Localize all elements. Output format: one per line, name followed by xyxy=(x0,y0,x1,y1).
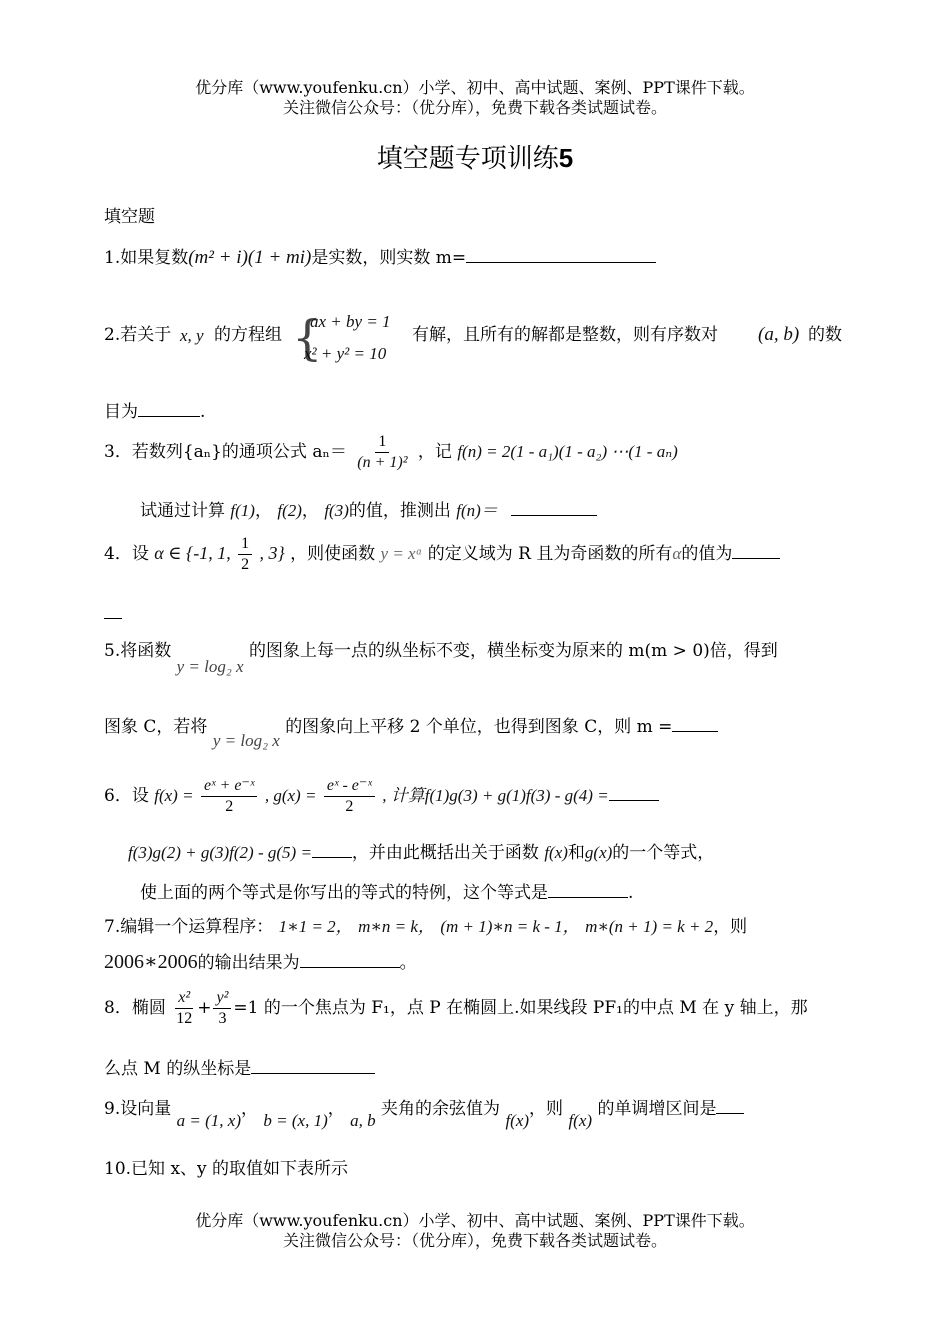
answer-blank[interactable] xyxy=(466,246,656,263)
question-5: 5.将函数 y = log₂ x 的图象上每一点的纵坐标不变，横坐标变为原来的 m(m > 0)倍，得到 xyxy=(104,641,778,676)
question-3-line-2: 试通过计算 f(1)， f(2)， f(3)的值，推测出 f(n)＝ xyxy=(140,496,597,521)
question-6: 6．设 f(x) = $\frac{\text{eˣ + e⁻ˣ}}{2}$ , g(x) = $\frac{\text{eˣ - e⁻ˣ}}{2}$ , 计算f(1)g(3) + g(1)f(3) - g(4) = xyxy=(104,776,659,817)
question-6-line-3: 使上面的两个等式是你写出的等式的特例，这个等式是 . xyxy=(140,883,634,903)
question-2-line-2: 目为 . xyxy=(104,402,206,422)
fraction: $\frac{\text{x²}}{12}$ xyxy=(176,989,193,1027)
question-6-line-2: f(3)g(2) + g(3)f(2) - g(5) = ，并由此概括出关于函数 f(x)和g(x)的一个等式， xyxy=(128,843,715,863)
question-3: 3．若数列{aₙ}的通项公式 aₙ＝ $\frac{1}{\text{(n + 1)²}}$ ，记 f(n) = 2(1 - a₁)(1 - a₂) ⋯(1 - aₙ) xyxy=(104,433,678,471)
fraction: $\frac{\text{y²}}{3}$ xyxy=(213,988,231,1029)
header-line-2: 关注微信公众号：（优分库），免费下载各类试题试卷。 xyxy=(282,98,667,117)
site-header xyxy=(0,78,950,118)
answer-blank[interactable] xyxy=(548,881,628,898)
question-10: 10.已知 x、y 的取值如下表所示 xyxy=(104,1159,349,1179)
section-heading: 填空题 xyxy=(104,207,155,227)
question-4: 4．设 α ∈ {-1, 1, $\frac{1}{2}$ , 3} ，则使函数 y = xᵅ 的定义域为 R 且为奇函数的所有α的值为 xyxy=(104,534,780,575)
answer-blank[interactable] xyxy=(138,400,200,417)
answer-blank[interactable] xyxy=(104,608,122,619)
fraction: $\frac{1}{2}$ xyxy=(238,534,252,575)
footer-line-1: 优分库（www.youfenku.cn）小学、初中、高中试题、案例、PPT课件下载。 xyxy=(195,1211,755,1230)
answer-blank[interactable] xyxy=(312,841,352,858)
fraction: $\frac{1}{\text{(n + 1)²}}$ xyxy=(357,433,408,471)
page-title: 填空题专项训练5 xyxy=(376,143,574,174)
question-8-line-2: 么点 M 的纵坐标是 xyxy=(104,1054,375,1079)
question-8: 8．椭圆 $\frac{\text{x²}}{12}$ + $\frac{\text{y²}}{3}$ =1 的一个焦点为 F₁，点 P 在椭圆上.如果线段 PF₁的中点 M 在 y 轴上，那 xyxy=(104,989,808,1027)
header-line-1: 优分库（www.youfenku.cn）小学、初中、高中试题、案例、PPT课件下载。 xyxy=(195,78,755,97)
answer-blank[interactable] xyxy=(732,542,780,559)
question-9: 9.设向量 a = (1, x)， b = (x, 1)， a, b 夹角的余弦值为 f(x)，则 f(x) 的单调增区间是 xyxy=(104,1094,744,1134)
site-footer xyxy=(0,1211,950,1251)
question-5-line-2: 图象 C，若将 y = log₂ x 的图象向上平移 2 个单位，也得到图象 C，则 m = xyxy=(104,712,718,752)
answer-blank[interactable] xyxy=(609,784,659,801)
question-1: 1.如果复数(m² + i)(1 + mi)是实数，则实数 m= xyxy=(104,243,656,269)
question-7-line-2: 2006∗2006的输出结果为 。 xyxy=(104,951,417,973)
question-4-line-2 xyxy=(104,604,122,624)
brace-icon: { xyxy=(292,310,323,366)
question-7: 7.编辑一个运算程序： 1∗1 = 2， m∗n = k， (m + 1)∗n = k - 1， m∗(n + 1) = k + 2，则 xyxy=(104,917,748,937)
answer-blank[interactable] xyxy=(716,1097,744,1114)
answer-blank[interactable] xyxy=(300,951,400,968)
fraction: $\frac{\text{eˣ + e⁻ˣ}}{2}$ xyxy=(201,776,257,817)
answer-blank[interactable] xyxy=(511,499,597,516)
footer-line-2: 关注微信公众号：（优分库），免费下载各类试题试卷。 xyxy=(282,1231,667,1250)
answer-blank[interactable] xyxy=(672,715,718,732)
fraction: $\frac{\text{eˣ - e⁻ˣ}}{2}$ xyxy=(324,776,375,817)
answer-blank[interactable] xyxy=(251,1057,375,1074)
